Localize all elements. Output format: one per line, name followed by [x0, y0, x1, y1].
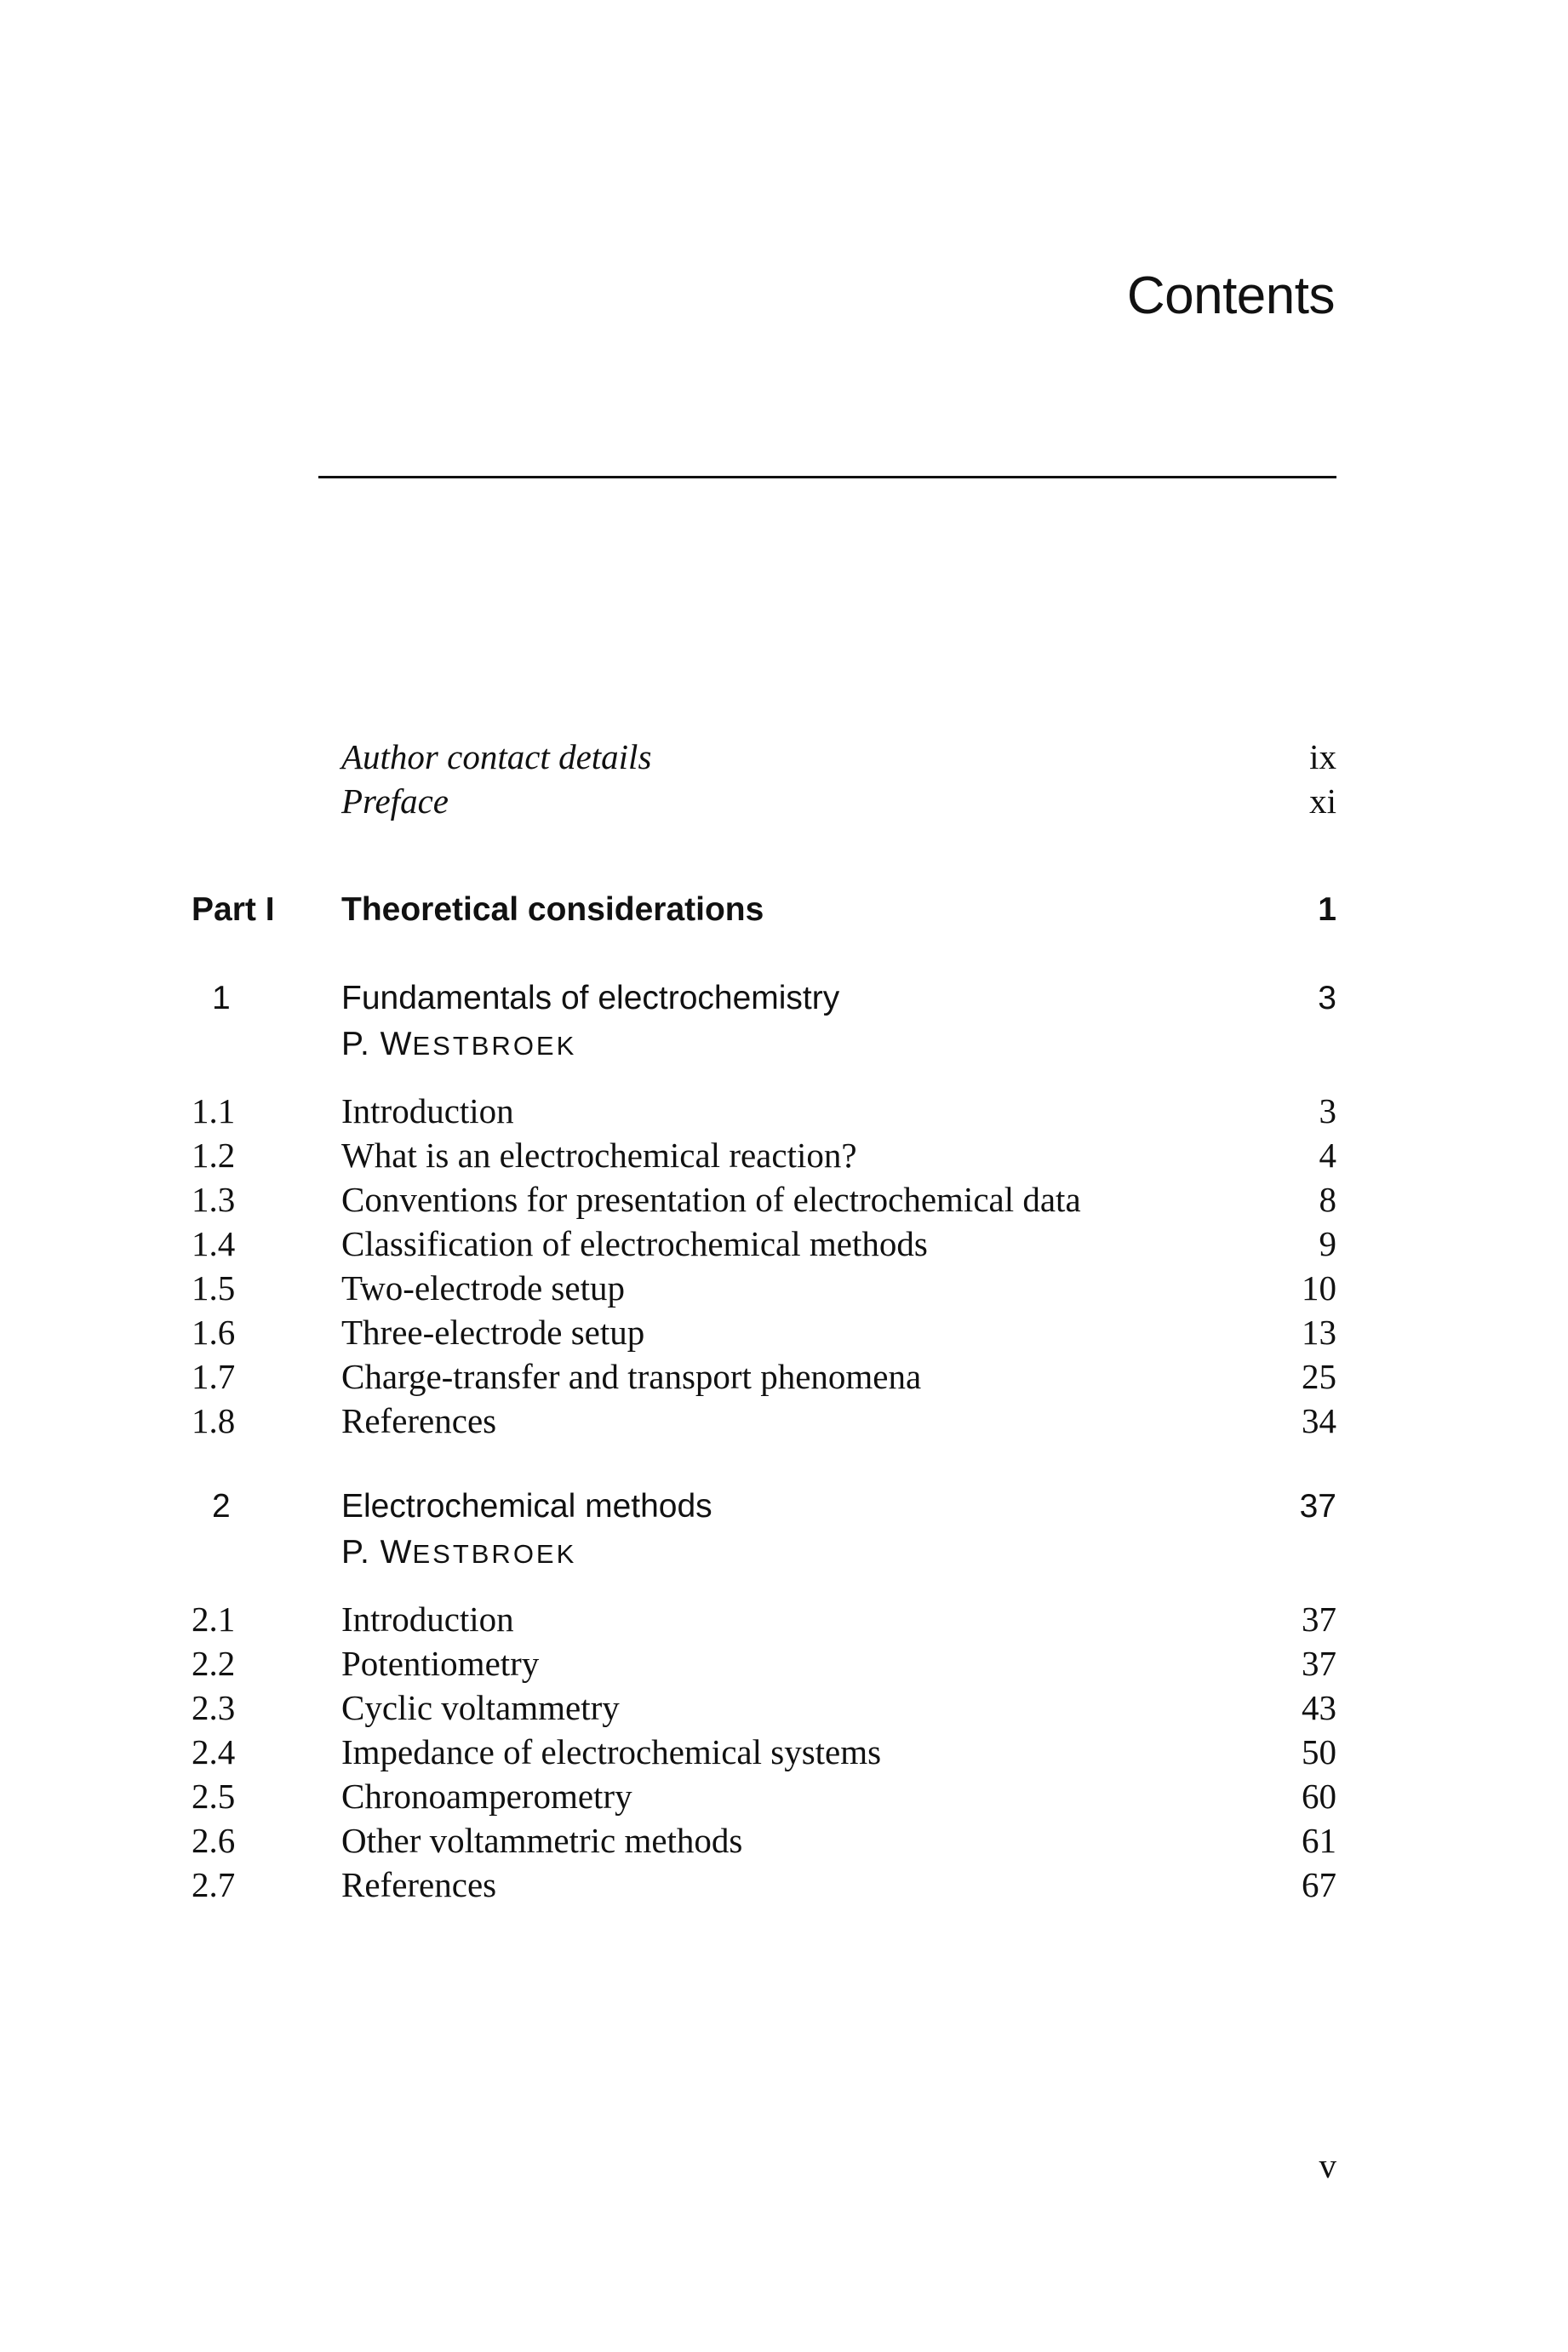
entry-page: 37	[1299, 1488, 1336, 1525]
entry-title: Classification of electrochemical methods	[341, 1224, 928, 1263]
toc-entry[interactable]	[192, 1774, 1336, 1818]
entry-title: Other voltammetric methods	[341, 1821, 743, 1860]
title-rule	[318, 476, 1336, 478]
entry-title: What is an electrochemical reaction?	[341, 1136, 857, 1175]
entry-title: Two-electrode setup	[341, 1268, 625, 1308]
toc-entry[interactable]	[192, 779, 1336, 823]
toc-entry[interactable]	[192, 1641, 1336, 1685]
entry-page: 8	[1319, 1180, 1336, 1219]
toc-entry[interactable]	[192, 1863, 1336, 1907]
entry-title: Electrochemical methods	[341, 1488, 712, 1525]
author-initial: P. W	[341, 1026, 413, 1062]
toc-entry[interactable]	[192, 1310, 1336, 1354]
entry-page: ix	[1309, 737, 1336, 776]
toc-entry[interactable]	[192, 1597, 1336, 1641]
entry-number: 1.4	[192, 1224, 236, 1263]
entry-page: 1	[1318, 891, 1336, 928]
page-title: Contents	[1126, 266, 1335, 325]
entry-page: 25	[1302, 1357, 1336, 1396]
toc-entry[interactable]	[192, 1818, 1336, 1863]
toc-entry[interactable]	[192, 1485, 1336, 1529]
entry-number: 1.6	[192, 1313, 236, 1352]
entry-title: Fundamentals of electrochemistry	[341, 980, 840, 1016]
entry-title: Preface	[341, 781, 449, 821]
entry-title: Author contact details	[341, 737, 652, 776]
entry-page: 4	[1319, 1136, 1336, 1175]
toc-entry[interactable]	[192, 1399, 1336, 1443]
entry-title: Impedance of electrochemical systems	[341, 1732, 882, 1771]
page-number: v	[1319, 2146, 1336, 2185]
chapter-author	[192, 1531, 1336, 1575]
toc-entry[interactable]	[192, 1222, 1336, 1266]
entry-title: Theoretical considerations	[341, 891, 764, 928]
entry-number: 2.2	[192, 1644, 236, 1683]
entry-title: Conventions for presentation of electrochemical data	[341, 1180, 1081, 1219]
toc-entry[interactable]	[192, 1354, 1336, 1399]
entry-title: Chronoamperometry	[341, 1777, 632, 1816]
author-name	[341, 1022, 576, 1068]
toc-entry[interactable]	[192, 1089, 1336, 1133]
entry-page: 43	[1302, 1688, 1336, 1727]
entry-page: 67	[1302, 1865, 1336, 1904]
entry-number: Part I	[192, 891, 275, 928]
entry-page: 10	[1302, 1268, 1336, 1308]
toc-entry[interactable]	[192, 735, 1336, 779]
entry-page: 37	[1302, 1644, 1336, 1683]
entry-page: 50	[1302, 1732, 1336, 1771]
toc-entry[interactable]	[192, 1730, 1336, 1774]
chapter-author	[192, 1022, 1336, 1067]
entry-page: 61	[1302, 1821, 1336, 1860]
entry-title: Three-electrode setup	[341, 1313, 645, 1352]
toc-entry[interactable]	[192, 888, 1336, 932]
entry-number: 1.8	[192, 1401, 236, 1440]
entry-number: 1.1	[192, 1091, 236, 1130]
entry-title: Introduction	[341, 1091, 514, 1130]
entry-number: 1.7	[192, 1357, 236, 1396]
entry-title: Charge-transfer and transport phenomena	[341, 1357, 922, 1396]
entry-number: 1.5	[192, 1268, 236, 1308]
entry-number: 1	[212, 980, 231, 1016]
entry-title: References	[341, 1865, 497, 1904]
entry-page: 3	[1318, 980, 1336, 1016]
toc-entry[interactable]	[192, 1266, 1336, 1310]
entry-number: 2.6	[192, 1821, 236, 1860]
entry-number: 2.1	[192, 1599, 236, 1639]
author-surname: ESTBROEK	[412, 1031, 577, 1061]
entry-number: 2.4	[192, 1732, 236, 1771]
toc-entry[interactable]	[192, 1685, 1336, 1730]
author-initial: P. W	[341, 1534, 413, 1571]
toc-entry[interactable]	[192, 1177, 1336, 1222]
toc-entry[interactable]	[192, 976, 1336, 1021]
entry-number: 1.2	[192, 1136, 236, 1175]
entry-title: Potentiometry	[341, 1644, 540, 1683]
entry-page: 37	[1302, 1599, 1336, 1639]
entry-page: 34	[1302, 1401, 1336, 1440]
entry-title: Introduction	[341, 1599, 514, 1639]
author-name	[341, 1531, 576, 1577]
entry-page: 3	[1319, 1091, 1336, 1130]
entry-title: Cyclic voltammetry	[341, 1688, 620, 1727]
entry-number: 2.7	[192, 1865, 236, 1904]
entry-number: 1.3	[192, 1180, 236, 1219]
entry-number: 2.5	[192, 1777, 236, 1816]
entry-page: 60	[1302, 1777, 1336, 1816]
author-surname: ESTBROEK	[412, 1539, 577, 1569]
toc-entry[interactable]	[192, 1133, 1336, 1177]
entry-title: References	[341, 1401, 497, 1440]
entry-page: 13	[1302, 1313, 1336, 1352]
entry-number: 2.3	[192, 1688, 236, 1727]
entry-page: xi	[1309, 781, 1336, 821]
entry-page: 9	[1319, 1224, 1336, 1263]
entry-number: 2	[212, 1488, 231, 1525]
